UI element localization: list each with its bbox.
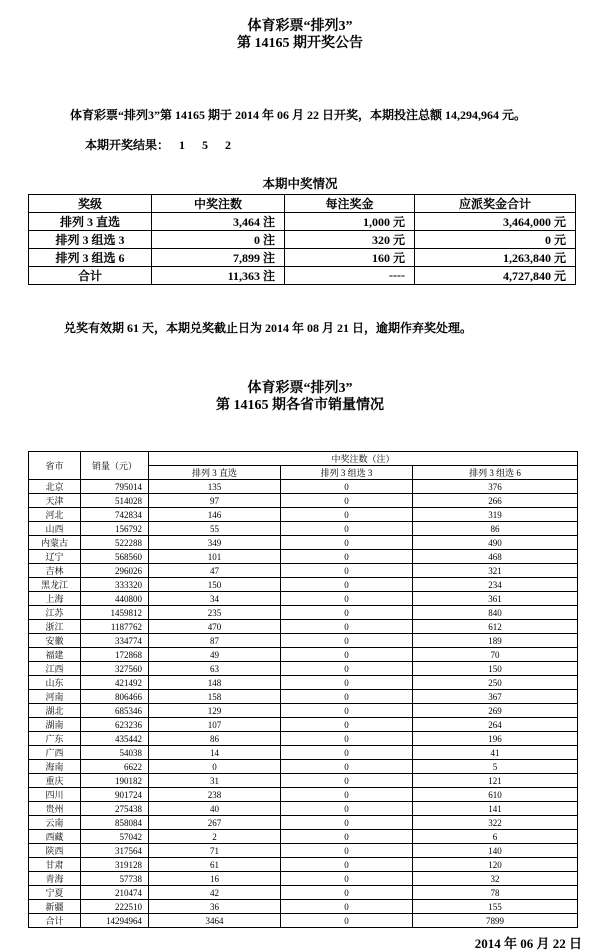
table-cell: 3,464 注 bbox=[152, 213, 285, 231]
table-cell: 0 bbox=[281, 844, 413, 858]
table-cell: 四川 bbox=[29, 788, 81, 802]
table-row bbox=[29, 231, 576, 249]
table-cell: 235 bbox=[149, 606, 281, 620]
table-cell: 0 bbox=[149, 760, 281, 774]
table-row bbox=[29, 494, 578, 508]
table-cell: 6622 bbox=[81, 760, 149, 774]
table-cell: 42 bbox=[149, 886, 281, 900]
table-row bbox=[29, 508, 578, 522]
table-cell: 天津 bbox=[29, 494, 81, 508]
table-cell: 山西 bbox=[29, 522, 81, 536]
table-cell: 568560 bbox=[81, 550, 149, 564]
table-cell: 1187762 bbox=[81, 620, 149, 634]
prize-header-total: 应派奖金合计 bbox=[415, 195, 576, 213]
announcement-title-line2: 第 14165 期开奖公告 bbox=[237, 36, 363, 51]
table-row bbox=[29, 872, 578, 886]
table-cell: 0 bbox=[281, 690, 413, 704]
table-cell: 合计 bbox=[29, 914, 81, 928]
table-cell: 514028 bbox=[81, 494, 149, 508]
table-cell: 0 bbox=[281, 718, 413, 732]
sales-header-sales: 销量（元） bbox=[81, 452, 149, 480]
table-cell: 3,464,000 元 bbox=[415, 213, 576, 231]
table-cell: 排列 3 直选 bbox=[29, 213, 152, 231]
table-cell: 2 bbox=[149, 830, 281, 844]
table-cell: 172868 bbox=[81, 648, 149, 662]
table-cell: 47 bbox=[149, 564, 281, 578]
table-cell: 36 bbox=[149, 900, 281, 914]
table-row bbox=[29, 690, 578, 704]
table-cell: 贵州 bbox=[29, 802, 81, 816]
table-cell: 湖南 bbox=[29, 718, 81, 732]
table-cell: 0 bbox=[281, 508, 413, 522]
table-cell: 14 bbox=[149, 746, 281, 760]
table-cell: 内蒙古 bbox=[29, 536, 81, 550]
table-cell: 685346 bbox=[81, 704, 149, 718]
table-cell: 334774 bbox=[81, 634, 149, 648]
table-cell: 269 bbox=[413, 704, 578, 718]
table-row bbox=[29, 858, 578, 872]
table-cell: 7,899 注 bbox=[152, 249, 285, 267]
table-cell: 辽宁 bbox=[29, 550, 81, 564]
table-row bbox=[29, 606, 578, 620]
table-cell: 0 bbox=[281, 788, 413, 802]
table-cell: 250 bbox=[413, 676, 578, 690]
prize-table-header-row bbox=[29, 195, 576, 213]
table-cell: 40 bbox=[149, 802, 281, 816]
table-cell: 129 bbox=[149, 704, 281, 718]
table-cell: 0 bbox=[281, 648, 413, 662]
table-cell: 319128 bbox=[81, 858, 149, 872]
table-cell: 196 bbox=[413, 732, 578, 746]
table-cell: 0 bbox=[281, 774, 413, 788]
table-cell: 0 bbox=[281, 480, 413, 494]
table-cell: 湖北 bbox=[29, 704, 81, 718]
table-cell: 1459812 bbox=[81, 606, 149, 620]
table-cell: 1,000 元 bbox=[285, 213, 415, 231]
table-cell: 70 bbox=[413, 648, 578, 662]
table-row bbox=[29, 480, 578, 494]
table-cell: 440800 bbox=[81, 592, 149, 606]
table-cell: 101 bbox=[149, 550, 281, 564]
table-row bbox=[29, 522, 578, 536]
table-cell: 210474 bbox=[81, 886, 149, 900]
table-cell: 858084 bbox=[81, 816, 149, 830]
table-cell: 333320 bbox=[81, 578, 149, 592]
table-cell: 31 bbox=[149, 774, 281, 788]
table-cell: 14294964 bbox=[81, 914, 149, 928]
table-cell: 河南 bbox=[29, 690, 81, 704]
table-cell: 321 bbox=[413, 564, 578, 578]
table-cell: 1,263,840 元 bbox=[415, 249, 576, 267]
prize-header-count: 中奖注数 bbox=[152, 195, 285, 213]
prize-header-level: 奖级 bbox=[29, 195, 152, 213]
table-cell: 468 bbox=[413, 550, 578, 564]
table-row bbox=[29, 267, 576, 285]
table-cell: 238 bbox=[149, 788, 281, 802]
table-cell: 0 注 bbox=[152, 231, 285, 249]
table-cell: 135 bbox=[149, 480, 281, 494]
draw-intro-text: 体育彩票“排列3”第 14165 期于 2014 年 06 月 22 日开奖，本期投注总额 14,294,964 元。 bbox=[70, 108, 527, 122]
table-cell: 71 bbox=[149, 844, 281, 858]
table-row bbox=[29, 578, 578, 592]
table-cell: 青海 bbox=[29, 872, 81, 886]
table-cell: 160 元 bbox=[285, 249, 415, 267]
table-row bbox=[29, 676, 578, 690]
sales-table bbox=[28, 451, 578, 928]
table-cell: 0 bbox=[281, 760, 413, 774]
table-row bbox=[29, 648, 578, 662]
table-cell: 140 bbox=[413, 844, 578, 858]
table-cell: 32 bbox=[413, 872, 578, 886]
table-row bbox=[29, 774, 578, 788]
table-cell: 0 bbox=[281, 592, 413, 606]
table-cell: 742834 bbox=[81, 508, 149, 522]
table-cell: 黑龙江 bbox=[29, 578, 81, 592]
table-cell: 155 bbox=[413, 900, 578, 914]
prize-table bbox=[28, 194, 576, 285]
table-cell: 795014 bbox=[81, 480, 149, 494]
table-cell: 97 bbox=[149, 494, 281, 508]
table-cell: 0 bbox=[281, 858, 413, 872]
table-row bbox=[29, 536, 578, 550]
draw-result-label: 本期开奖结果： bbox=[85, 138, 170, 152]
table-row bbox=[29, 249, 576, 267]
table-cell: 4,727,840 元 bbox=[415, 267, 576, 285]
sales-title-line2: 第 14165 期各省市销量情况 bbox=[216, 398, 384, 413]
table-cell: 0 bbox=[281, 578, 413, 592]
table-cell: 86 bbox=[413, 522, 578, 536]
sales-header-notes-group: 中奖注数（注） bbox=[149, 452, 578, 466]
table-cell: 0 bbox=[281, 620, 413, 634]
table-cell: 0 bbox=[281, 494, 413, 508]
table-cell: 63 bbox=[149, 662, 281, 676]
table-row bbox=[29, 620, 578, 634]
table-cell: 41 bbox=[413, 746, 578, 760]
table-cell: 吉林 bbox=[29, 564, 81, 578]
table-cell: 0 bbox=[281, 802, 413, 816]
table-cell: 612 bbox=[413, 620, 578, 634]
table-cell: 623236 bbox=[81, 718, 149, 732]
table-cell: 78 bbox=[413, 886, 578, 900]
table-cell: 222510 bbox=[81, 900, 149, 914]
table-row bbox=[29, 704, 578, 718]
table-row bbox=[29, 550, 578, 564]
table-cell: 57042 bbox=[81, 830, 149, 844]
table-cell: 上海 bbox=[29, 592, 81, 606]
announcement-title-line1: 体育彩票“排列3” bbox=[247, 19, 353, 34]
table-row bbox=[29, 816, 578, 830]
table-cell: 甘肃 bbox=[29, 858, 81, 872]
table-row bbox=[29, 788, 578, 802]
table-cell: 296026 bbox=[81, 564, 149, 578]
table-cell: 宁夏 bbox=[29, 886, 81, 900]
table-cell: 0 bbox=[281, 914, 413, 928]
sales-title bbox=[0, 380, 600, 414]
table-cell: 16 bbox=[149, 872, 281, 886]
table-cell: 0 bbox=[281, 536, 413, 550]
table-row bbox=[29, 844, 578, 858]
table-cell: 322 bbox=[413, 816, 578, 830]
table-cell: 0 bbox=[281, 900, 413, 914]
prize-header-per-bet: 每注奖金 bbox=[285, 195, 415, 213]
table-cell: 435442 bbox=[81, 732, 149, 746]
table-cell: 120 bbox=[413, 858, 578, 872]
table-cell: 146 bbox=[149, 508, 281, 522]
table-cell: 190182 bbox=[81, 774, 149, 788]
sales-header-zhixuan: 排列 3 直选 bbox=[149, 466, 281, 480]
table-cell: 排列 3 组选 3 bbox=[29, 231, 152, 249]
table-row bbox=[29, 802, 578, 816]
table-cell: 0 bbox=[281, 816, 413, 830]
sales-header-zuxuan6: 排列 3 组选 6 bbox=[413, 466, 578, 480]
table-row bbox=[29, 914, 578, 928]
table-cell: 0 bbox=[281, 886, 413, 900]
draw-result-line bbox=[0, 136, 600, 153]
table-cell: 7899 bbox=[413, 914, 578, 928]
table-cell: 0 bbox=[281, 746, 413, 760]
table-cell: 0 bbox=[281, 634, 413, 648]
table-cell: 0 bbox=[281, 732, 413, 746]
table-row bbox=[29, 634, 578, 648]
table-cell: 275438 bbox=[81, 802, 149, 816]
sales-header-zuxuan3: 排列 3 组选 3 bbox=[281, 466, 413, 480]
table-row bbox=[29, 564, 578, 578]
table-cell: 0 bbox=[281, 704, 413, 718]
table-cell: 158 bbox=[149, 690, 281, 704]
table-cell: 156792 bbox=[81, 522, 149, 536]
table-cell: 490 bbox=[413, 536, 578, 550]
table-cell: 广东 bbox=[29, 732, 81, 746]
table-row bbox=[29, 732, 578, 746]
table-cell: 57738 bbox=[81, 872, 149, 886]
table-cell: 0 bbox=[281, 662, 413, 676]
sales-table-header-row-1 bbox=[29, 452, 578, 466]
table-cell: 49 bbox=[149, 648, 281, 662]
table-cell: 排列 3 组选 6 bbox=[29, 249, 152, 267]
table-cell: 367 bbox=[413, 690, 578, 704]
table-cell: 3464 bbox=[149, 914, 281, 928]
draw-result-numbers: 1 5 2 bbox=[179, 138, 239, 152]
table-cell: 141 bbox=[413, 802, 578, 816]
table-row bbox=[29, 592, 578, 606]
table-cell: 广西 bbox=[29, 746, 81, 760]
table-cell: 0 bbox=[281, 830, 413, 844]
table-cell: 522288 bbox=[81, 536, 149, 550]
table-cell: 470 bbox=[149, 620, 281, 634]
table-row bbox=[29, 718, 578, 732]
table-cell: 189 bbox=[413, 634, 578, 648]
table-cell: 0 bbox=[281, 872, 413, 886]
table-cell: 148 bbox=[149, 676, 281, 690]
table-cell: 0 bbox=[281, 522, 413, 536]
table-cell: 264 bbox=[413, 718, 578, 732]
table-cell: 266 bbox=[413, 494, 578, 508]
table-cell: 840 bbox=[413, 606, 578, 620]
table-cell: 34 bbox=[149, 592, 281, 606]
table-cell: 6 bbox=[413, 830, 578, 844]
table-cell: 376 bbox=[413, 480, 578, 494]
table-row bbox=[29, 830, 578, 844]
table-cell: 西藏 bbox=[29, 830, 81, 844]
table-cell: 107 bbox=[149, 718, 281, 732]
table-row bbox=[29, 213, 576, 231]
table-cell: 合计 bbox=[29, 267, 152, 285]
table-cell: 421492 bbox=[81, 676, 149, 690]
table-cell: 新疆 bbox=[29, 900, 81, 914]
table-cell: 901724 bbox=[81, 788, 149, 802]
announcement-date: 2014 年 06 月 22 日 bbox=[474, 936, 582, 951]
table-row bbox=[29, 746, 578, 760]
table-cell: 安徽 bbox=[29, 634, 81, 648]
table-cell: 云南 bbox=[29, 816, 81, 830]
table-cell: 0 bbox=[281, 550, 413, 564]
table-cell: 267 bbox=[149, 816, 281, 830]
table-row bbox=[29, 886, 578, 900]
table-cell: 150 bbox=[413, 662, 578, 676]
table-cell: 5 bbox=[413, 760, 578, 774]
table-cell: 0 元 bbox=[415, 231, 576, 249]
table-cell: 234 bbox=[413, 578, 578, 592]
table-cell: 87 bbox=[149, 634, 281, 648]
table-cell: 0 bbox=[281, 676, 413, 690]
table-cell: 江西 bbox=[29, 662, 81, 676]
table-cell: 319 bbox=[413, 508, 578, 522]
table-cell: 浙江 bbox=[29, 620, 81, 634]
table-cell: 海南 bbox=[29, 760, 81, 774]
table-cell: 山东 bbox=[29, 676, 81, 690]
table-cell: 54038 bbox=[81, 746, 149, 760]
table-cell: 河北 bbox=[29, 508, 81, 522]
table-cell: 806466 bbox=[81, 690, 149, 704]
table-cell: 0 bbox=[281, 564, 413, 578]
table-cell: 福建 bbox=[29, 648, 81, 662]
table-cell: 327560 bbox=[81, 662, 149, 676]
table-cell: 150 bbox=[149, 578, 281, 592]
table-cell: 55 bbox=[149, 522, 281, 536]
table-cell: 重庆 bbox=[29, 774, 81, 788]
table-cell: 317564 bbox=[81, 844, 149, 858]
table-cell: 86 bbox=[149, 732, 281, 746]
announcement-title bbox=[0, 0, 600, 52]
table-cell: 陕西 bbox=[29, 844, 81, 858]
table-cell: 610 bbox=[413, 788, 578, 802]
table-cell: 361 bbox=[413, 592, 578, 606]
table-cell: 121 bbox=[413, 774, 578, 788]
sales-header-province: 省市 bbox=[29, 452, 81, 480]
table-row bbox=[29, 662, 578, 676]
prize-table-caption: 本期中奖情况 bbox=[262, 177, 338, 191]
table-cell: 0 bbox=[281, 606, 413, 620]
table-cell: 349 bbox=[149, 536, 281, 550]
table-cell: 11,363 注 bbox=[152, 267, 285, 285]
table-cell: ---- bbox=[285, 267, 415, 285]
table-cell: 江苏 bbox=[29, 606, 81, 620]
table-cell: 320 元 bbox=[285, 231, 415, 249]
table-cell: 61 bbox=[149, 858, 281, 872]
table-cell: 北京 bbox=[29, 480, 81, 494]
table-row bbox=[29, 760, 578, 774]
table-row bbox=[29, 900, 578, 914]
sales-title-line1: 体育彩票“排列3” bbox=[247, 381, 353, 396]
validity-note: 兑奖有效期 61 天，本期兑奖截止日为 2014 年 08 月 21 日，逾期作弃奖处理。 bbox=[64, 321, 473, 335]
